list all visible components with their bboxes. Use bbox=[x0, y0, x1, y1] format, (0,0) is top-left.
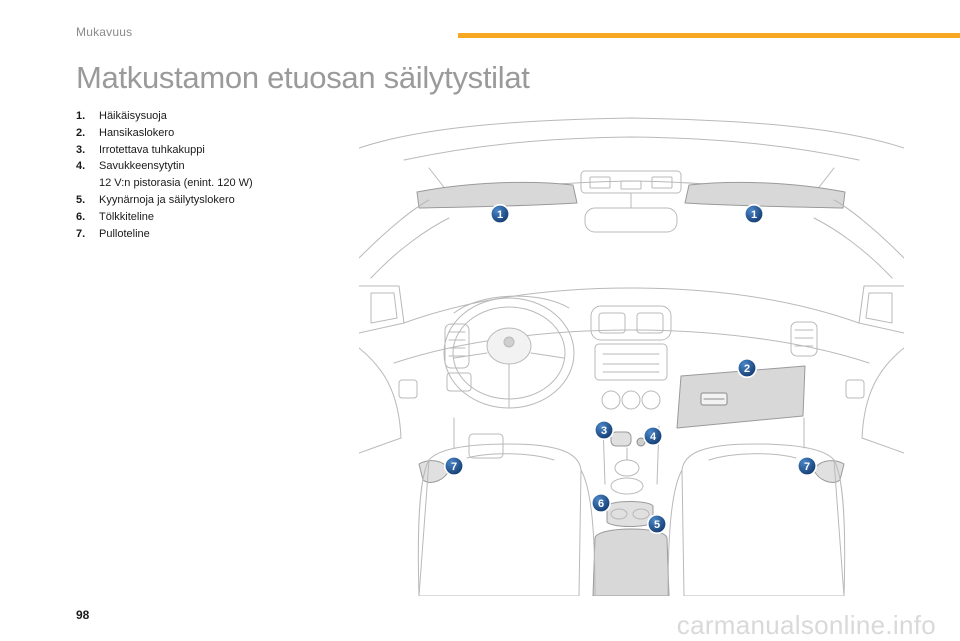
legend-label: Savukkeensytytin bbox=[99, 160, 185, 173]
callout-7-left bbox=[445, 457, 463, 475]
legend-number: 5. bbox=[76, 193, 86, 206]
audio-unit bbox=[595, 344, 667, 380]
callout-label: 3 bbox=[600, 425, 608, 437]
callout-label: 7 bbox=[803, 461, 811, 473]
legend-item bbox=[76, 108, 356, 125]
callout-4 bbox=[644, 427, 662, 445]
callout-label: 2 bbox=[743, 363, 751, 375]
rear-view-mirror bbox=[585, 208, 677, 232]
legend-label: Irrotettava tuhkakuppi bbox=[99, 143, 205, 156]
callout-label: 7 bbox=[450, 461, 458, 473]
legend-label: Häikäisysuoja bbox=[99, 110, 167, 122]
page-title: Matkustamon etuosan säilytystilat bbox=[76, 60, 530, 95]
legend-item bbox=[76, 125, 356, 142]
legend-label: Tölkkiteline bbox=[99, 210, 155, 223]
legend-number: 3. bbox=[76, 143, 86, 156]
legend-number: 4. bbox=[76, 160, 86, 173]
legend-list bbox=[76, 108, 356, 242]
armrest bbox=[593, 529, 669, 596]
callout-1-right bbox=[745, 205, 763, 223]
legend-item bbox=[76, 192, 356, 209]
legend-item bbox=[76, 209, 356, 226]
callout-label: 1 bbox=[750, 209, 758, 221]
legend-label: Pulloteline bbox=[99, 227, 150, 240]
cabin-illustration bbox=[359, 108, 904, 596]
callout-7-right bbox=[798, 457, 816, 475]
page-number: 98 bbox=[76, 608, 90, 622]
callout-3 bbox=[595, 421, 613, 439]
callout-label: 4 bbox=[649, 431, 657, 443]
callout-2 bbox=[738, 359, 756, 377]
legend-number: 2. bbox=[76, 126, 86, 139]
callout-5 bbox=[648, 515, 666, 533]
legend-item bbox=[76, 158, 356, 192]
legend-sublabel: 12 V:n pistorasia (enint. 120 W) bbox=[99, 177, 253, 190]
legend-item bbox=[76, 226, 356, 243]
callout-label: 5 bbox=[653, 519, 661, 531]
legend-item bbox=[76, 142, 356, 159]
legend-number: 6. bbox=[76, 210, 86, 223]
section-label: Mukavuus bbox=[76, 25, 133, 39]
center-vents bbox=[591, 306, 671, 340]
section-accent-bar bbox=[458, 33, 960, 38]
sun-visor-right bbox=[685, 182, 845, 208]
roof-outline bbox=[359, 118, 904, 148]
legend-number: 1. bbox=[76, 110, 86, 122]
cup-holder bbox=[607, 502, 653, 527]
legend-label: Kyynärnoja ja säilytyslokero bbox=[99, 193, 235, 206]
ashtray bbox=[611, 432, 631, 446]
callout-label: 6 bbox=[597, 498, 605, 510]
callout-6 bbox=[592, 494, 610, 512]
sun-visor-left bbox=[417, 182, 577, 208]
callout-label: 1 bbox=[496, 209, 504, 221]
callout-1-left bbox=[491, 205, 509, 223]
legend-number: 7. bbox=[76, 227, 86, 240]
roof-inner bbox=[404, 137, 859, 160]
legend-label: Hansikaslokero bbox=[99, 126, 175, 139]
watermark: carmanualsonline.info bbox=[676, 610, 936, 640]
